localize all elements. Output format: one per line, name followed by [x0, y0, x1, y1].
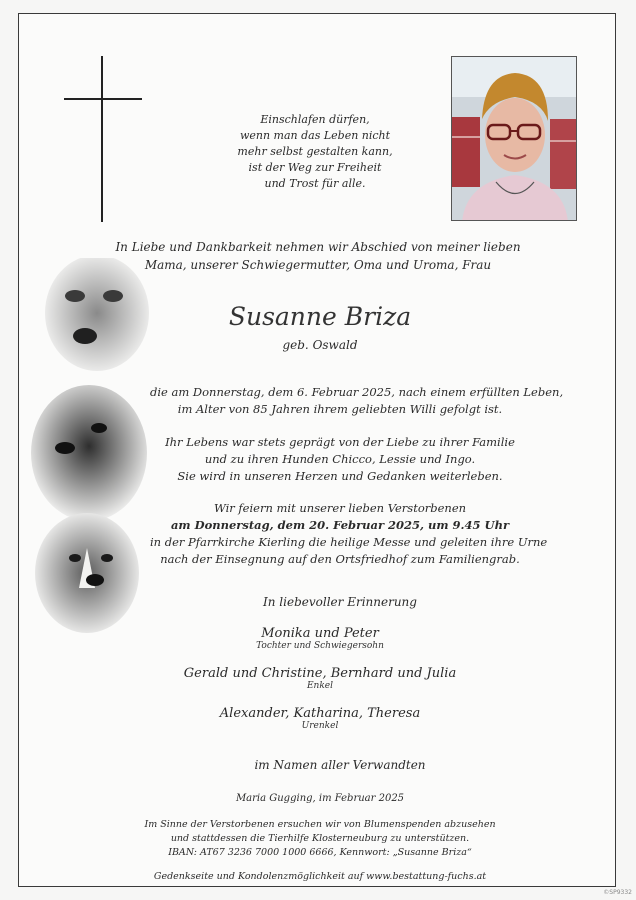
print-code: ©SP9332	[603, 889, 632, 896]
service-line: Wir feiern mit unserer lieben Verstorbenen	[213, 501, 467, 515]
life-description	[150, 434, 530, 485]
cross-icon-bar	[64, 98, 142, 100]
intro-line: Mama, unserer Schwiegermutter, Oma und Uroma, Frau	[144, 258, 492, 272]
mourner-relation: Enkel	[306, 681, 334, 691]
mourner-group	[120, 666, 520, 691]
poem-line: und Trost für alle.	[264, 177, 366, 190]
dog-portraits-illustration	[25, 258, 155, 648]
portrait-photo	[451, 56, 577, 221]
poem-line: ist der Weg zur Freiheit	[248, 161, 382, 174]
donation-line: Im Sinne der Verstorbenen ersuchen wir von Blumenspenden abzusehen	[144, 819, 496, 830]
mourner-group	[120, 626, 520, 651]
deceased-name: Susanne Briza	[228, 302, 412, 331]
birth-name: geb. Oswald	[282, 338, 358, 352]
life-line: Sie wird in unseren Herzen und Gedanken weiterleben.	[177, 469, 503, 483]
donation-line: IBAN: AT67 3236 7000 1000 6666, Kennwort: „Susanne Briza“	[168, 847, 472, 858]
donation-line: und stattdessen die Tierhilfe Klosterneuburg zu unterstützen.	[170, 833, 470, 844]
mourner-relation: Tochter und Schwiegersohn	[256, 641, 384, 651]
mourner-group	[120, 706, 520, 731]
cross-icon	[101, 56, 103, 222]
poem-line: Einschlafen dürfen,	[260, 113, 370, 126]
mourner-names: Monika und Peter	[261, 626, 379, 641]
remembrance-heading	[150, 594, 530, 611]
death-notice	[150, 384, 564, 418]
poem-line: wenn man das Leben nicht	[239, 129, 391, 142]
remembrance-text: In liebevoller Erinnerung	[263, 595, 417, 609]
death-notice-line: im Alter von 85 Jahren ihrem geliebten Willi gefolgt ist.	[177, 402, 503, 416]
relatives-text: im Namen aller Verwandten	[254, 758, 426, 772]
service-date: am Donnerstag, dem 20. Februar 2025, um 9.45 Uhr	[170, 518, 510, 532]
intro-line: In Liebe und Dankbarkeit nehmen wir Abschied von meiner lieben	[115, 240, 521, 254]
mourner-names: Alexander, Katharina, Theresa	[219, 706, 421, 721]
life-line: Ihr Lebens war stets geprägt von der Liebe zu ihrer Familie	[165, 435, 515, 449]
mourner-names: Gerald und Christine, Bernhard und Julia	[183, 666, 457, 681]
poem-line: mehr selbst gestalten kann,	[237, 145, 393, 158]
death-notice-line: die am Donnerstag, dem 6. Februar 2025, nach einem erfüllten Leben,	[150, 385, 564, 399]
place-date	[90, 792, 550, 806]
service-line: in der Pfarrkirche Kierling die heilige Messe und geleiten ihre Urne	[150, 535, 548, 549]
poem	[200, 112, 430, 192]
service-line: nach der Einsegnung auf den Ortsfriedhof zum Familiengrab.	[160, 552, 520, 566]
website-text: Gedenkseite und Kondolenzmöglichkeit auf www.bestattung-fuchs.at	[153, 871, 487, 882]
mourner-relation: Urenkel	[301, 721, 339, 731]
website-note	[90, 870, 550, 884]
service-info	[150, 500, 548, 568]
donation-note	[90, 818, 550, 860]
relatives-note	[150, 757, 530, 774]
place-date-text: Maria Gugging, im Februar 2025	[235, 793, 405, 804]
life-line: und zu ihren Hunden Chicco, Lessie und Ingo.	[204, 452, 476, 466]
